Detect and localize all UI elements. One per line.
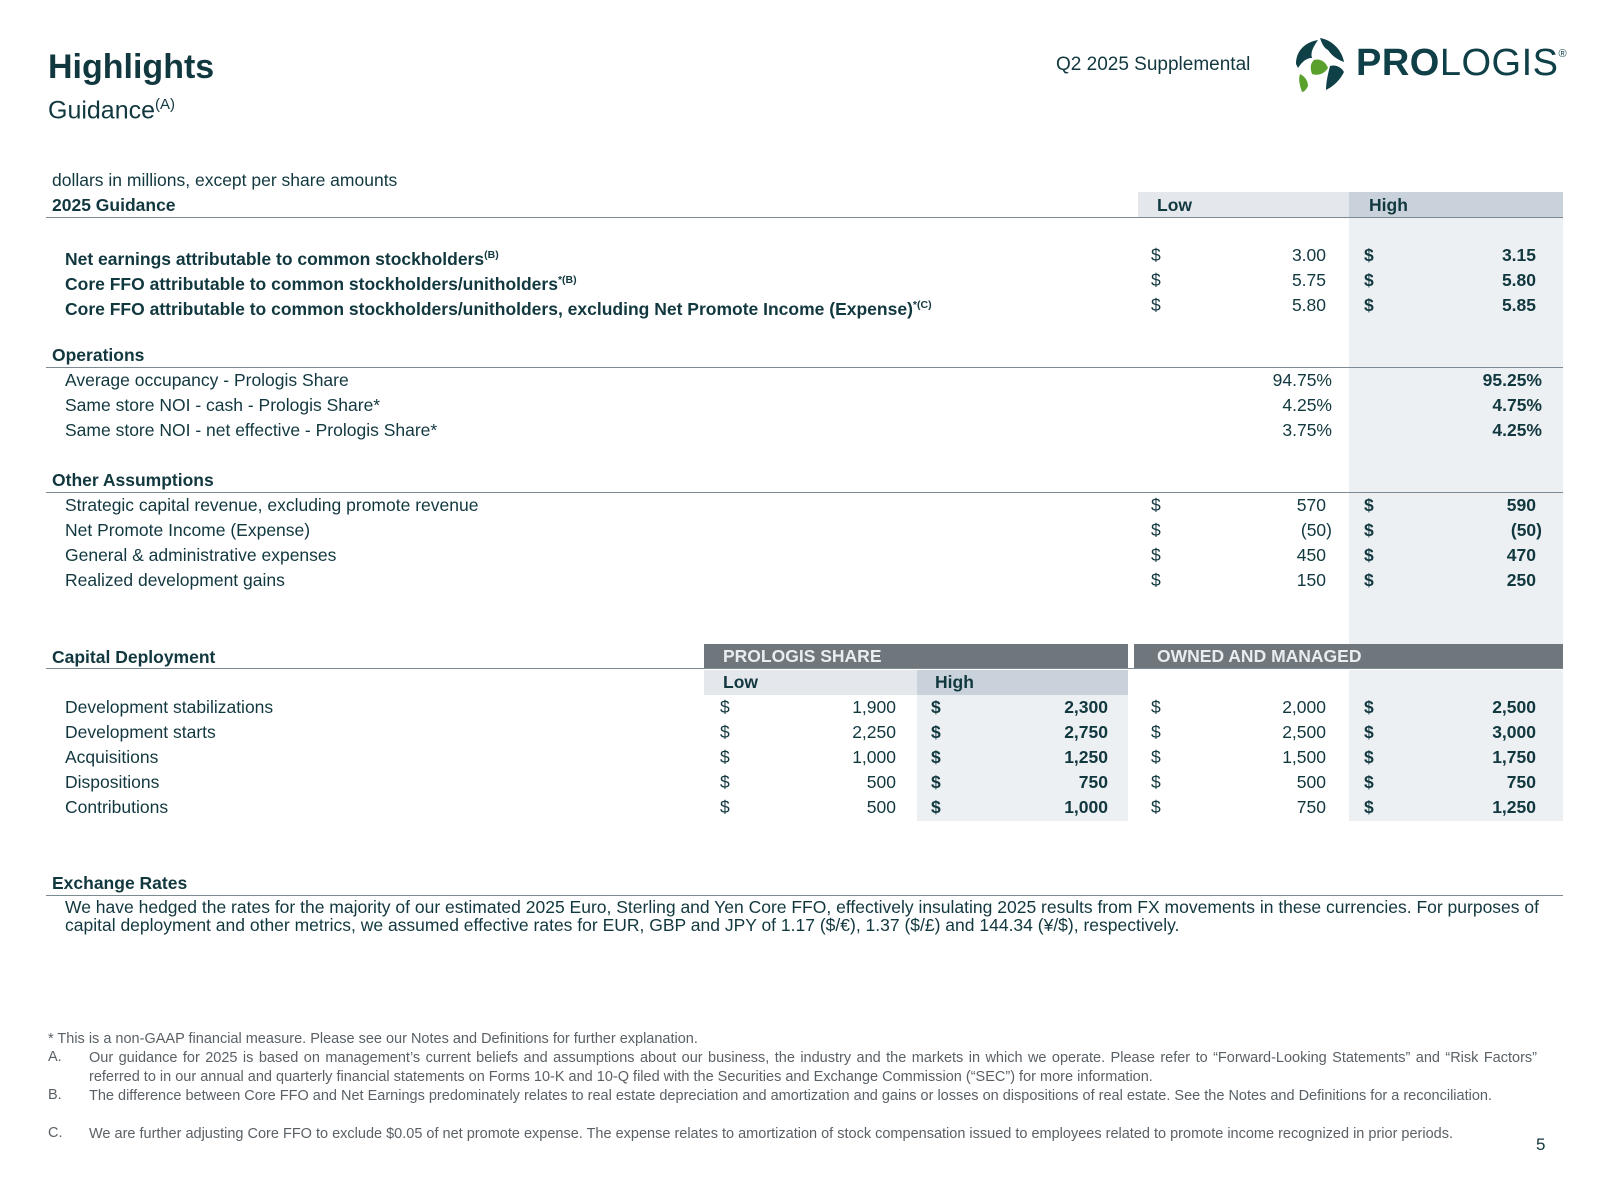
logo-bold: PRO [1356, 42, 1440, 84]
currency-symbol: $ [720, 722, 730, 742]
currency-symbol: $ [1151, 797, 1161, 817]
high-value: 5.80 [1501, 270, 1536, 290]
logo-light: LOGIS [1439, 42, 1559, 84]
currency-symbol: $ [1151, 697, 1161, 717]
currency-symbol: $ [931, 697, 941, 717]
currency-symbol: $ [1151, 495, 1161, 515]
currency-symbol: $ [1151, 270, 1161, 290]
om-high-value: 2,500 [1492, 697, 1536, 717]
prologis-logo [1288, 34, 1578, 94]
logo-wordmark [1356, 42, 1567, 85]
footnote-c: We are further adjusting Core FFO to exclude $0.05 of net promote expense. The expense relates to amortization of stock compensation issued to employees related to promote income recognized in prior periods. [89, 1126, 1454, 1142]
high-value: 590 [1506, 495, 1536, 515]
low-value: (50) [1300, 520, 1332, 540]
low-value: 4.25% [1282, 395, 1332, 415]
currency-symbol: $ [1151, 747, 1161, 767]
footnote-letter: B. [48, 1087, 62, 1103]
currency-symbol: $ [931, 747, 941, 767]
row-label: Development stabilizations [65, 697, 274, 717]
currency-symbol: $ [1364, 797, 1374, 817]
currency-symbol: $ [1151, 545, 1161, 565]
row-label: Dispositions [65, 772, 160, 792]
ps-high-value: 750 [1078, 772, 1108, 792]
om-low-value: 500 [1296, 772, 1326, 792]
om-low-value: 2,000 [1282, 697, 1326, 717]
row-label: Acquisitions [65, 747, 159, 767]
currency-symbol: $ [931, 772, 941, 792]
exchange-rates-title: Exchange Rates [52, 873, 188, 893]
low-value: 3.75% [1282, 420, 1332, 440]
currency-symbol: $ [1364, 545, 1374, 565]
row-label: Development starts [65, 722, 216, 742]
row-label: Contributions [65, 797, 169, 817]
row-label: Net Promote Income (Expense) [65, 520, 311, 540]
om-high-value: 3,000 [1492, 722, 1536, 742]
low-value: 3.00 [1291, 245, 1326, 265]
ps-low-value: 500 [866, 772, 896, 792]
ps-low-value: 500 [866, 797, 896, 817]
currency-symbol: $ [1364, 697, 1374, 717]
ps-low-value: 1,000 [852, 747, 896, 767]
row-label: Core FFO attributable to common stockholders/unitholders$^{*(B)}$ [65, 273, 577, 294]
high-value: 5.85 [1501, 295, 1536, 315]
ps-low-value: 2,250 [852, 722, 896, 742]
ps-high-value: 2,750 [1064, 722, 1108, 742]
row-label: Average occupancy - Prologis Share [65, 370, 349, 390]
divider [46, 492, 1563, 493]
om-low-value: 1,500 [1282, 747, 1326, 767]
high-value: 4.75% [1492, 395, 1542, 415]
guidance-high-header: High [1369, 195, 1408, 215]
footnote-a: Our guidance for 2025 is based on management’s current beliefs and assumptions about our business, the industry and the markets in which we operate. Please refer to “Forward-Looking Statements” and “Risk Factors” referred to in our annual and quarterly financial statements on Forms 10-K and 10-Q filed with the Securities and Exchange Commission (“SEC”) for more information. [89, 1050, 1537, 1085]
currency-symbol: $ [1151, 772, 1161, 792]
ps-high-value: 1,000 [1064, 797, 1108, 817]
other-assumptions-title: Other Assumptions [52, 470, 214, 490]
row-label: Net earnings attributable to common stockholders$^{(B)}$ [65, 248, 499, 269]
high-value: (50) [1510, 520, 1542, 540]
currency-symbol: $ [720, 772, 730, 792]
om-low-value: 750 [1296, 797, 1326, 817]
row-label: General & administrative expenses [65, 545, 337, 565]
high-value: 250 [1506, 570, 1536, 590]
high-value: 4.25% [1492, 420, 1542, 440]
prologis-share-header: PROLOGIS SHARE [723, 646, 882, 666]
currency-symbol: $ [1364, 295, 1374, 315]
currency-symbol: $ [1151, 520, 1161, 540]
currency-symbol: $ [1364, 570, 1374, 590]
currency-symbol: $ [1364, 495, 1374, 515]
currency-symbol: $ [1364, 747, 1374, 767]
low-value: 5.75 [1291, 270, 1326, 290]
ps-high-value: 1,250 [1064, 747, 1108, 767]
operations-section-title: Operations [52, 345, 145, 365]
footnote-letter: A. [48, 1049, 62, 1065]
currency-symbol: $ [720, 747, 730, 767]
capital-deployment-title: Capital Deployment [52, 647, 216, 667]
divider [46, 367, 1563, 368]
units-note: dollars in millions, except per share amounts [52, 170, 398, 190]
footnote-letter: C. [48, 1125, 63, 1141]
page-subtitle [48, 96, 175, 125]
page-number: 5 [1536, 1135, 1546, 1154]
currency-symbol: $ [1151, 570, 1161, 590]
divider [46, 217, 1563, 218]
globe-icon [1288, 34, 1350, 96]
currency-symbol: $ [1364, 520, 1374, 540]
currency-symbol: $ [1364, 245, 1374, 265]
currency-symbol: $ [1364, 270, 1374, 290]
row-label: Realized development gains [65, 570, 285, 590]
supplemental-label: Q2 2025 Supplemental [1056, 54, 1251, 75]
currency-symbol: $ [1151, 245, 1161, 265]
subtitle-text: Guidance [48, 96, 156, 125]
currency-symbol: $ [1364, 772, 1374, 792]
subtitle-footnote-ref: (A) [155, 96, 176, 113]
high-value: 470 [1506, 545, 1536, 565]
row-label: Strategic capital revenue, excluding promote revenue [65, 495, 479, 515]
om-high-value: 750 [1506, 772, 1536, 792]
exchange-rates-text: We have hedged the rates for the majority of our estimated 2025 Euro, Sterling and Yen Core FFO, effectively insulating 2025 results from FX movements in these currencies. For purposes of capital deployment and other metrics, we assumed effective rates for EUR, GBP and JPY of 1.17 ($/€), 1.37 ($/£) and 144.34 (¥/$), respectively. [65, 897, 1539, 935]
high-value: 95.25% [1482, 370, 1542, 390]
currency-symbol: $ [1364, 722, 1374, 742]
page-title: Highlights [48, 48, 215, 86]
footnote-b: The difference between Core FFO and Net Earnings predominately relates to real estate depreciation and amortization and gains or losses on dispositions of real estate. See the Notes and Definitions for a reconciliation. [89, 1088, 1492, 1104]
ps-high-header: High [935, 672, 974, 692]
low-value: 450 [1296, 545, 1326, 565]
guidance-section-title: 2025 Guidance [52, 195, 176, 215]
om-low-value: 2,500 [1282, 722, 1326, 742]
currency-symbol: $ [720, 697, 730, 717]
currency-symbol: $ [1151, 295, 1161, 315]
low-value: 150 [1296, 570, 1326, 590]
ps-high-value: 2,300 [1064, 697, 1108, 717]
footnote-star: * This is a non-GAAP financial measure. Please see our Notes and Definitions for further explanation. [48, 1031, 698, 1047]
row-label: Same store NOI - cash - Prologis Share* [65, 395, 381, 415]
row-label: Same store NOI - net effective - Prologis Share* [65, 420, 438, 440]
currency-symbol: $ [931, 797, 941, 817]
low-value: 5.80 [1291, 295, 1326, 315]
low-value: 94.75% [1272, 370, 1332, 390]
ps-low-value: 1,900 [852, 697, 896, 717]
high-value: 3.15 [1501, 245, 1536, 265]
divider [46, 668, 1563, 669]
guidance-low-header: Low [1157, 195, 1192, 215]
om-high-value: 1,750 [1492, 747, 1536, 767]
currency-symbol: $ [931, 722, 941, 742]
ps-low-header: Low [723, 672, 758, 692]
currency-symbol: $ [720, 797, 730, 817]
low-value: 570 [1296, 495, 1326, 515]
divider [46, 895, 1563, 896]
owned-managed-header: OWNED AND MANAGED [1157, 646, 1362, 666]
om-high-value: 1,250 [1492, 797, 1536, 817]
currency-symbol: $ [1151, 722, 1161, 742]
logo-registered: ® [1558, 48, 1568, 60]
row-label: Core FFO attributable to common stockholders/unitholders, excluding Net Promote Income (Expense)$^{*(C)}$ [65, 298, 932, 319]
